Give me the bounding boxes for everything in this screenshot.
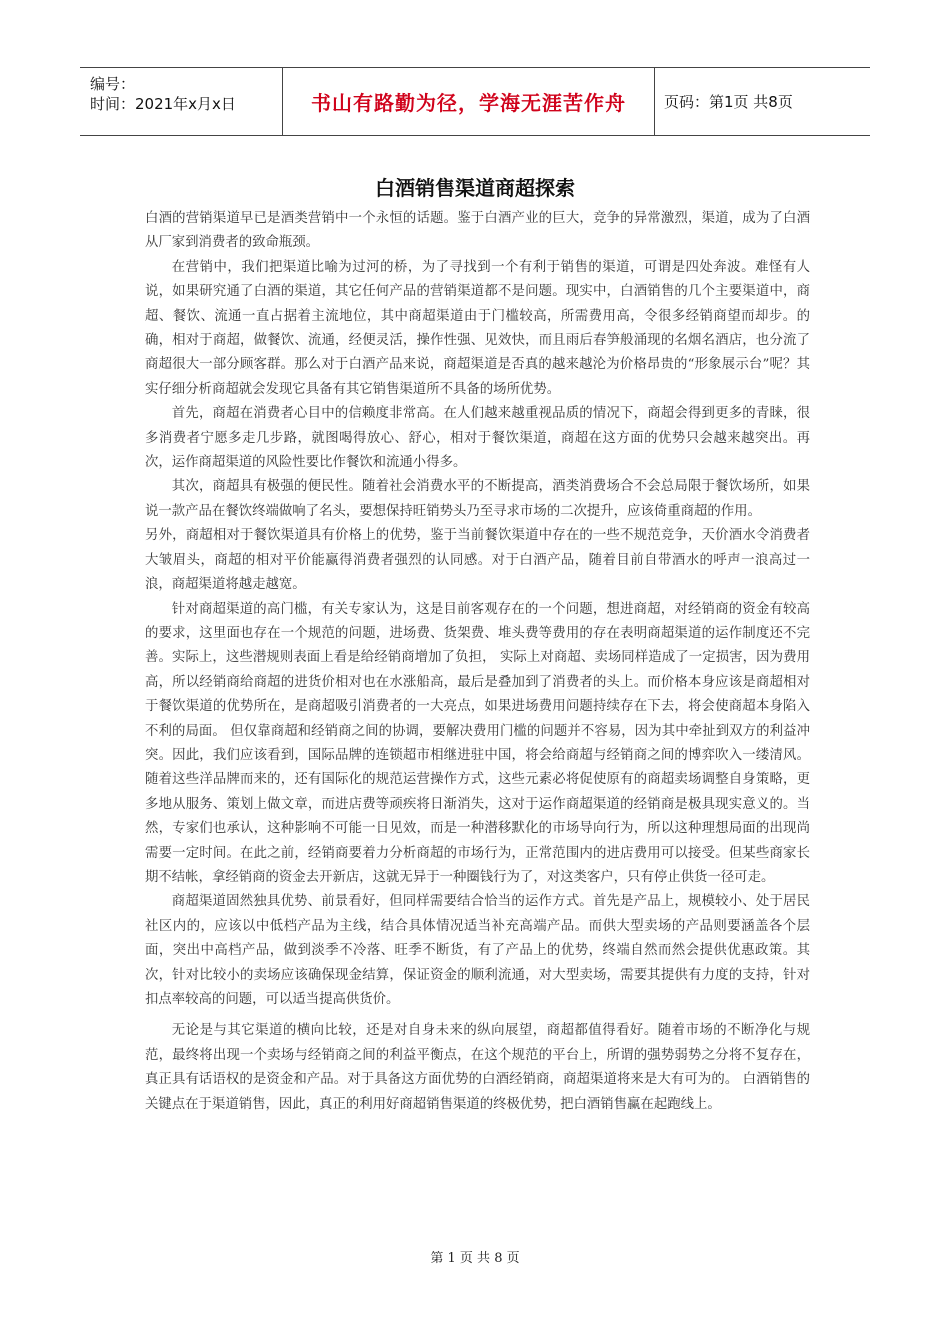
paragraph-intro: 白酒的营销渠道早已是酒类营销中一个永恒的话题。鉴于白酒产业的巨大，竞争的异常激烈，渠道，成为了白酒从厂家到消费者的致命瓶颈。 — [145, 211, 810, 251]
paragraph: 另外，商超相对于餐饮渠道具有价格上的优势，鉴于当前餐饮渠道中存在的一些不规范竞争，天价酒水令消费者大皱眉头，商超的相对平价能赢得消费者强烈的认同感。对于白酒产品，随着目前自带酒水的呼声一浪高过一浪，商超渠道将越走越宽。 — [145, 528, 810, 593]
paragraph: 在营销中，我们把渠道比喻为过河的桥，为了寻找到一个有利于销售的渠道，可谓是四处奔波。难怪有人说，如果研究通了白酒的渠道，其它任何产品的营销渠道都不是问题。现实中，白酒销售的几个主要渠道中，商超、餐饮、流通一直占据着主流地位，其中商超渠道由于门槛较高，所需费用高，令很多经销商望而却步。的确，相对于商超，做餐饮、流通，经便灵活，操作性强、见效快，而且雨后春笋般涌现的名烟名酒店，也分流了商超很大一部分顾客群。那么对于白酒产品来说，商超渠道是否真的越来越沦为价格昂贵的“形象展示台”呢？其实仔细分析商超就会发现它具备有其它销售渠道所不具备的场所优势。 — [145, 259, 810, 397]
header-meta — [80, 68, 283, 135]
page-header — [80, 67, 870, 136]
document-title: 白酒销售渠道商超探索 — [375, 176, 575, 200]
time-label: 时间：2021年x月x日 — [90, 95, 236, 113]
paragraph: 商超渠道固然独具优势、前景看好，但同样需要结合恰当的运作方式。首先是产品上，规模较小、处于居民社区内的，应该以中低档产品为主线，结合具体情况适当补充高端产品。而供大型卖场的产品则要涵盖各个层面，突出中高档产品，做到淡季不冷落、旺季不断货，有了产品上的优势，终端自然而然会提供优惠政策。其次，针对比较小的卖场应该确保现金结算，保证资金的顺利流通，对大型卖场，需要其提供有力度的支持，针对扣点率较高的问题，可以适当提高供货价。 — [145, 894, 810, 1007]
paragraph: 针对商超渠道的高门槛，有关专家认为，这是目前客观存在的一个问题，想进商超，对经销商的资金有较高的要求，这里面也存在一个规范的问题，进场费、货架费、堆头费等费用的存在表明商超渠道的运作制度还不完善。实际上，这些潜规则表面上看是给经销商增加了负担， 实际上对商超、卖场同样造成了一定损害，因为费用高，所以经销商给商超的进货价相对也在水涨船高，最后是叠加到了消费者的头上。而价格本身应该是商超相对于餐饮渠道的优势所在，是商超吸引消费者的一大亮点，如果进场费用问题持续存在下去，将会使商超本身陷入不利的局面。 但仅靠商超和经销商之间的协调，要解决费用门槛的问题并不容易，因为其中牵扯到双方的利益冲突。因此，我们应该看到，国际品牌的连锁超市相继进驻中国，将会给商超与经销商之间的博弈吹入一缕清风。随着这些洋品牌而来的，还有国际化的规范运营操作方式，这些元素必将促使原有的商超卖场调整自身策略，更多地从服务、策划上做文章，而进店费等顽疾将日渐消失，这对于运作商超渠道的经销商是极具现实意义的。当然，专家们也承认，这种影响不可能一日见效，而是一种潜移默化的市场导向行为，所以这种理想局面的出现尚需要一定时间。在此之前，经销商要着力分析商超的市场行为，正常范围内的进店费用可以接受。但某些商家长期不结帐，拿经销商的资金去开新店，这就无异于一种圈钱行为了，对这类客户，只有停止供货一径可走。 — [145, 601, 810, 885]
header-page-info: 页码：第1页 共8页 — [664, 93, 793, 111]
document-body — [145, 207, 810, 1117]
header-motto: 书山有路勤为径，学海无涯苦作舟 — [283, 68, 655, 135]
number-label: 编号： — [90, 75, 136, 93]
paragraph: 首先，商超在消费者心目中的信赖度非常高。在人们越来越重视品质的情况下，商超会得到更多的青睐，很多消费者宁愿多走几步路，就图喝得放心、舒心，相对于餐饮渠道，商超在这方面的优势只会越来越突出。再次，运作商超渠道的风险性要比作餐饮和流通小得多。 — [145, 406, 810, 471]
page-footer: 第 1 页 共 8 页 — [430, 1251, 520, 1266]
paragraph: 无论是与其它渠道的横向比较，还是对自身未来的纵向展望，商超都值得看好。随着市场的不断净化与规范，最终将出现一个卖场与经销商之间的利益平衡点，在这个规范的平台上，所谓的强势弱势之分将不复存在，真正具有话语权的是资金和产品。对于具备这方面优势的白酒经销商，商超渠道将来是大有可为的。 白酒销售的关键点在于渠道销售，因此，真正的利用好商超销售渠道的终极优势，把白酒销售赢在起跑线上。 — [145, 1023, 810, 1112]
paragraph: 其次，商超具有极强的便民性。随着社会消费水平的不断提高，酒类消费场合不会总局限于餐饮场所，如果说一款产品在餐饮终端做响了名头，要想保持旺销势头乃至寻求市场的二次提升，应该倚重商超的作用。 — [145, 479, 810, 519]
